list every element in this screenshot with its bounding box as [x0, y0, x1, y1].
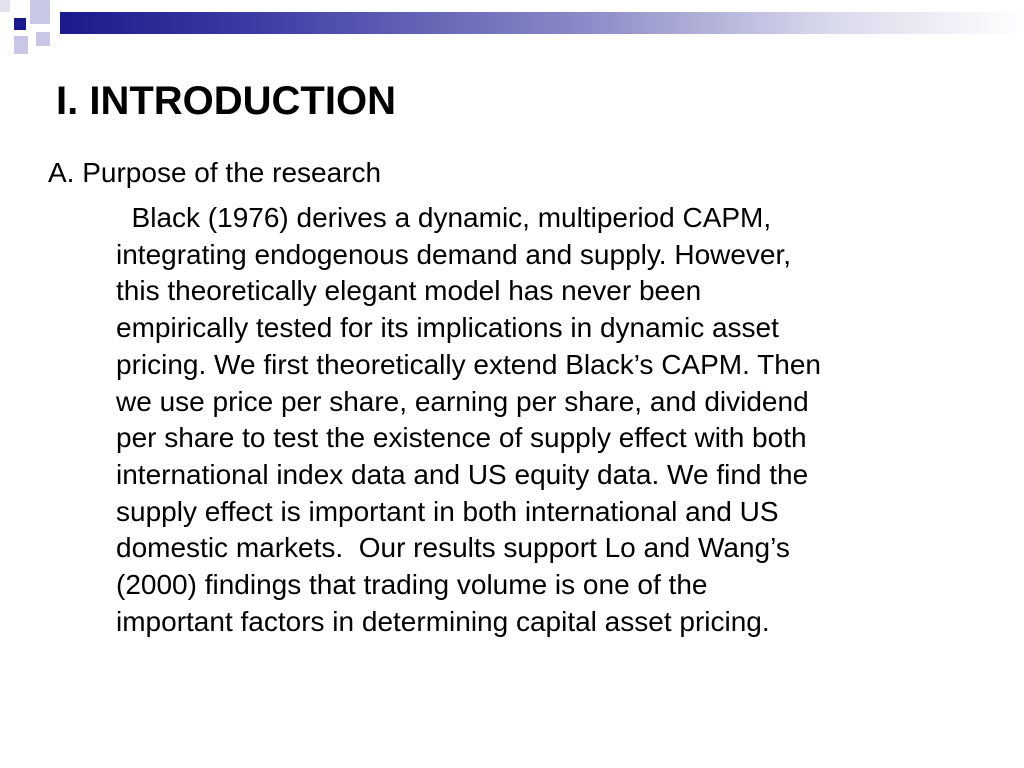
paragraph-line: international index data and US equity data. We find the [116, 458, 809, 490]
paragraph-line: empirically tested for its implications in dynamic asset [116, 312, 779, 344]
paragraph-line: (2000) findings that trading volume is one of the [116, 569, 708, 601]
slide-title: I. INTRODUCTION [56, 79, 396, 123]
decorative-square [30, 0, 50, 24]
paragraph-line: we use price per share, earning per share, and dividend [116, 385, 809, 417]
paragraph-line: per share to test the existence of supply effect with both [116, 422, 807, 454]
header-gradient-bar [60, 12, 1024, 34]
paragraph-line: Black (1976) derives a dynamic, multiperiod CAPM, [116, 202, 772, 233]
paragraph-line: pricing. We first theoretically extend Black’s CAPM. Then [116, 348, 821, 380]
decorative-square [36, 32, 50, 46]
section-subheading: A. Purpose of the research [48, 157, 382, 188]
paragraph-line: integrating endogenous demand and supply. However, [116, 238, 792, 270]
decorative-square [14, 36, 28, 54]
paragraph-line: supply effect is important in both international and US [116, 495, 779, 527]
paragraph-line: important factors in determining capital asset pricing. [116, 605, 770, 637]
paragraph-line: this theoretically elegant model has never been [116, 275, 702, 307]
decorative-square [0, 0, 10, 12]
decorative-square [14, 18, 26, 30]
paragraph-line: domestic markets. Our results support Lo and Wang’s [116, 532, 790, 564]
body-paragraph [116, 200, 996, 640]
